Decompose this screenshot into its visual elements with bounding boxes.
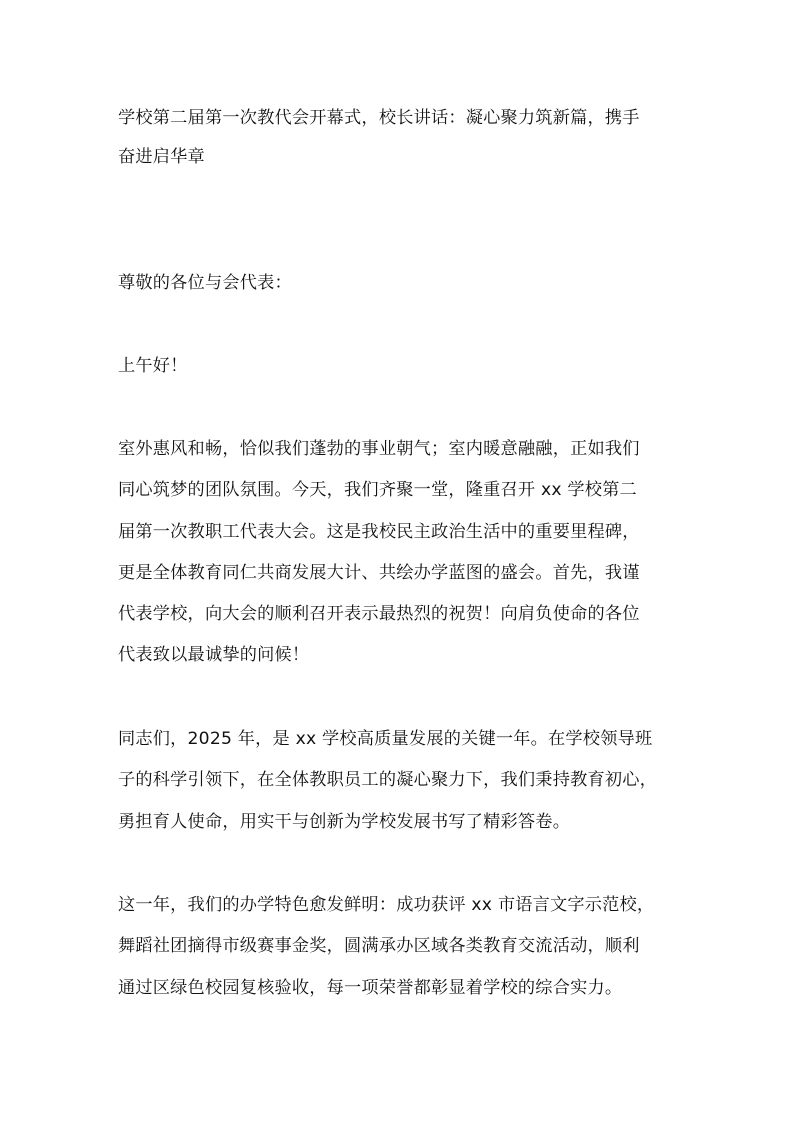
paragraph-line: 更是全体教育同仁共商发展大计、共绘办学蓝图的盛会。首先，我谨 xyxy=(118,563,640,583)
paragraph-line: 代表致以最诚挚的问候！ xyxy=(118,645,310,665)
paragraph-line: 这一年，我们的办学特色愈发鲜明：成功获评 xx 市语言文字示范校， xyxy=(118,895,655,915)
paragraph-line: 子的科学引领下，在全体教职员工的凝心聚力下，我们秉持教育初心， xyxy=(118,770,658,790)
paragraph-line: 届第一次教职工代表大会。这是我校民主政治生活中的重要里程碑， xyxy=(118,522,640,542)
paragraph-line: 同心筑梦的团队氛围。今天，我们齐聚一堂，隆重召开 xx 学校第二 xyxy=(118,480,637,500)
paragraph-line: 舞蹈社团摘得市级赛事金奖，圆满承办区域各类教育交流活动，顺利 xyxy=(118,936,640,956)
greeting: 上午好！ xyxy=(118,356,188,376)
paragraph-line: 勇担育人使命，用实干与创新为学校发展书写了精彩答卷。 xyxy=(118,812,571,832)
paragraph-line: 代表学校，向大会的顺利召开表示最热烈的祝贺！向肩负使命的各位 xyxy=(118,604,640,624)
paragraph-line: 同志们，2025 年，是 xx 学校高质量发展的关键一年。在学校领导班 xyxy=(118,729,653,749)
title-line: 奋进启华章 xyxy=(118,147,205,167)
paragraph-line: 室外惠风和畅，恰似我们蓬勃的事业朝气；室内暖意融融，正如我们 xyxy=(118,439,640,459)
title-line: 学校第二届第一次教代会开幕式，校长讲话：凝心聚力筑新篇，携手 xyxy=(118,108,640,128)
salutation: 尊敬的各位与会代表： xyxy=(118,273,292,293)
paragraph-line: 通过区绿色校园复核验收，每一项荣誉都彰显着学校的综合实力。 xyxy=(118,978,623,998)
